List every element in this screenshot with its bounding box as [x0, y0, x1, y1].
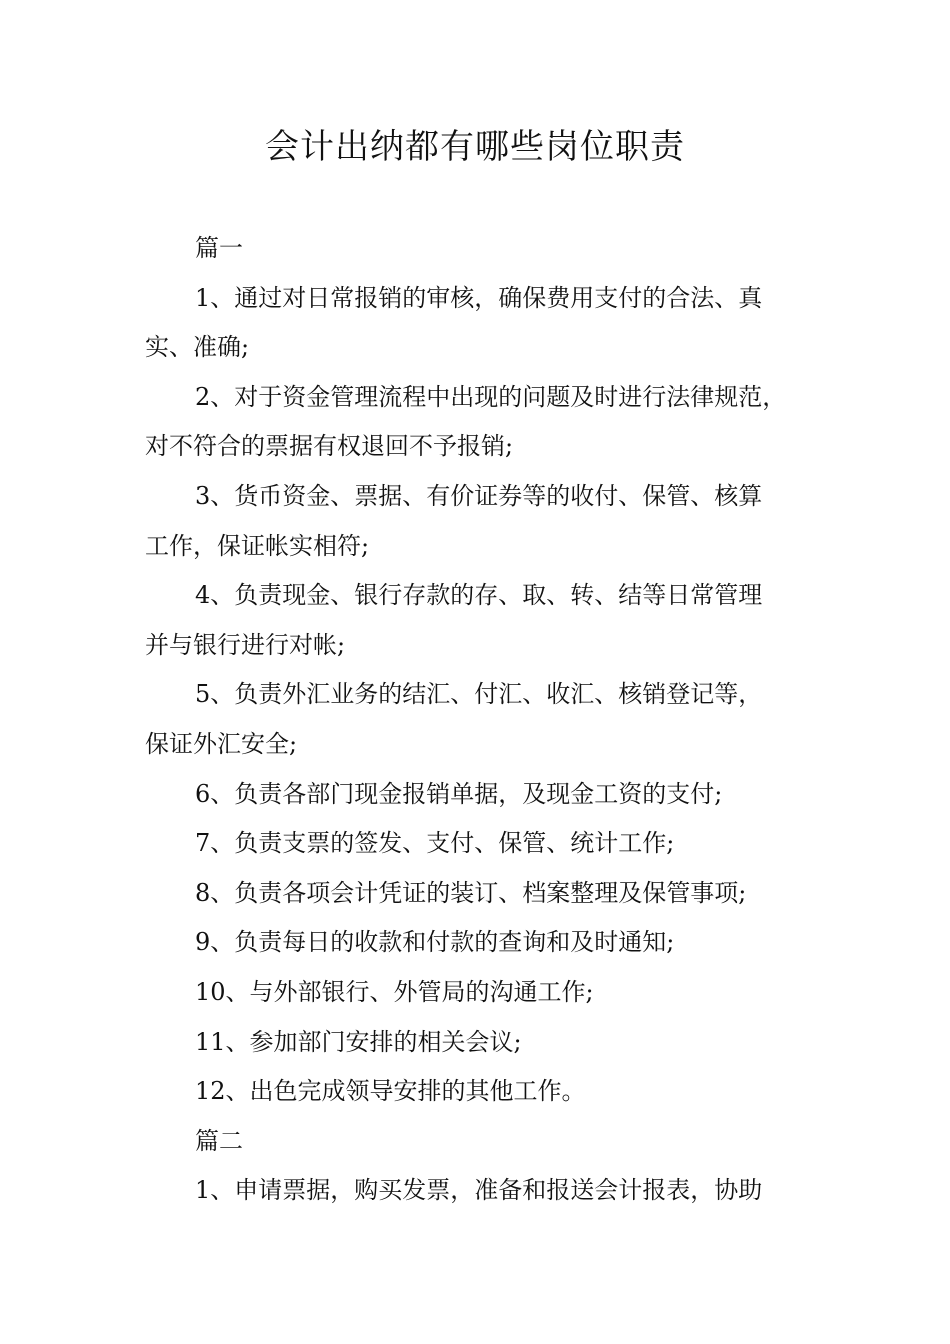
document-title: 会计出纳都有哪些岗位职责 — [265, 127, 685, 167]
paragraph-line: 6、负责各部门现金报销单据，及现金工资的支付; — [195, 779, 723, 808]
paragraph-line: 1、申请票据，购买发票，准备和报送会计报表，协助 — [195, 1176, 763, 1205]
paragraph-line: 10、与外部银行、外管局的沟通工作; — [195, 977, 594, 1006]
paragraph-line: 8、负责各项会计凭证的装订、档案整理及保管事项; — [195, 878, 747, 907]
paragraph-line: 对不符合的票据有权退回不予报销; — [145, 432, 514, 461]
paragraph-line: 9、负责每日的收款和付款的查询和及时通知; — [195, 928, 675, 957]
document-body — [145, 224, 817, 1216]
paragraph-line: 并与银行进行对帐; — [145, 630, 346, 659]
paragraph-line: 实、准确; — [145, 333, 250, 362]
paragraph-line: 5、负责外汇业务的结汇、付汇、收汇、核销登记等， — [195, 680, 763, 709]
paragraph-line: 保证外汇安全; — [145, 729, 298, 758]
paragraph-line: 1、通过对日常报销的审核，确保费用支付的合法、真 — [195, 283, 763, 312]
section-heading-2: 篇二 — [195, 1126, 243, 1155]
paragraph-line: 工作，保证帐实相符; — [145, 531, 370, 560]
section-heading-1: 篇一 — [195, 234, 243, 262]
paragraph-line: 12、出色完成领导安排的其他工作。 — [195, 1077, 586, 1106]
paragraph-line: 2、对于资金管理流程中出现的问题及时进行法律规范， — [195, 382, 787, 411]
paragraph-line: 11、参加部门安排的相关会议; — [195, 1027, 522, 1056]
paragraph-line: 4、负责现金、银行存款的存、取、转、结等日常管理 — [195, 581, 763, 610]
paragraph-line: 7、负责支票的签发、支付、保管、统计工作; — [195, 829, 675, 858]
paragraph-line: 3、货币资金、票据、有价证券等的收付、保管、核算 — [195, 481, 763, 510]
